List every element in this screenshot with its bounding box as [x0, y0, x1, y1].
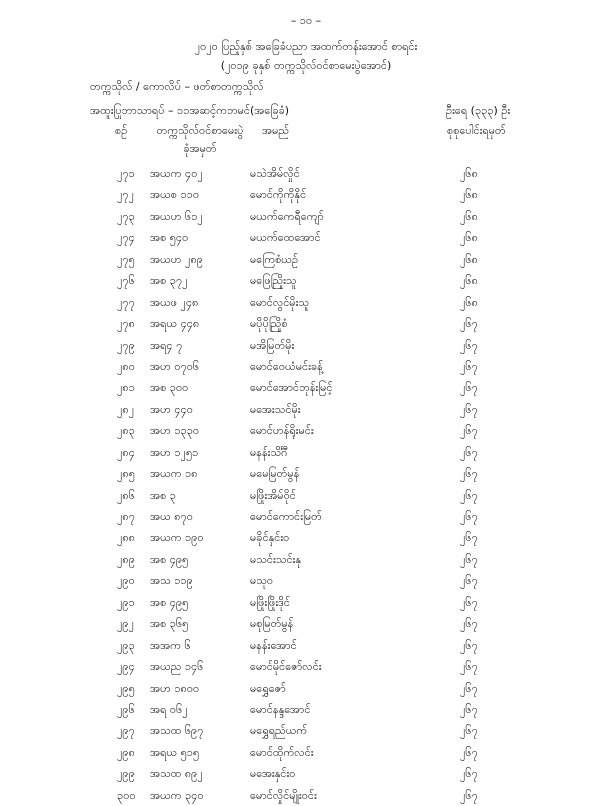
student-name: မယက်ကေရီကျော်: [250, 209, 324, 223]
total-count-label: ဦးရေ (၃၃၃) ဦး: [446, 104, 511, 117]
roll-number: အဟ ၄၄၀: [150, 402, 193, 416]
header-roll-2: ခုံအမှတ်: [183, 142, 217, 155]
table-row: [0, 227, 612, 248]
row-number: ၂၈၉: [117, 552, 135, 566]
row-number: ၂၉၂: [117, 617, 134, 631]
student-name: မနန်းသိင်္ဂီ: [250, 445, 289, 459]
student-name: မခိုင်နှင်း၀: [250, 531, 290, 545]
roll-number: အစ ၃: [150, 488, 176, 502]
roll-number: အအက ၆: [150, 638, 191, 652]
student-name: မဖြိုးဖြိုးဒိုင်: [250, 595, 290, 609]
table-row: [0, 656, 612, 677]
header-total: စုစုပေါင်းရမှတ်: [447, 124, 506, 137]
student-name: မောင်အောင်ဘုန်းမြင့်: [250, 381, 333, 395]
roll-number: အယ ၈၇၀: [150, 510, 193, 523]
table-row: [0, 163, 612, 184]
row-number: ၂၈၅: [117, 467, 135, 481]
row-number: ၃၀၀: [117, 788, 136, 802]
table-row: [0, 249, 612, 270]
table-row: [0, 485, 612, 506]
student-name: မအေးနှင်း၀: [250, 767, 296, 781]
student-name: မကြေစံယဉ်: [250, 252, 299, 266]
roll-number: အယစ ၁၁၀: [150, 188, 200, 202]
row-number: ၂၇၅: [117, 252, 135, 266]
roll-number: အယဖ ၂၄၈: [150, 295, 199, 309]
total-score: ၂၆၇: [460, 531, 478, 545]
row-number: ၂၉၁: [117, 595, 135, 609]
table-row: [0, 592, 612, 613]
row-number: ၂၇၁: [117, 167, 135, 180]
total-score: ၂၆၇: [460, 467, 478, 481]
student-name: မသု၀: [250, 574, 274, 588]
row-number: ၂၉၄: [117, 660, 135, 674]
roll-number: အယဟ ၆၁၂: [150, 209, 203, 223]
student-name: မောင်ဟန်ရိုးမင်း: [250, 424, 314, 438]
total-score: ၂၆၇: [460, 638, 478, 652]
row-number: ၂၉၃: [117, 638, 135, 652]
student-name: မောင်ကောင်းမြတ်: [250, 510, 322, 523]
roll-number: အယည ၁၄၆: [150, 660, 204, 674]
total-score: ၂၆၇: [460, 445, 478, 459]
row-number: ၂၈၀: [117, 359, 135, 373]
row-number: ၂၉၆: [117, 702, 135, 716]
student-name: မသဲအိမ်လှိုင်: [250, 167, 300, 180]
total-score: ၂၆၈: [460, 209, 478, 223]
roll-number: အရ ၀၆၂: [150, 702, 188, 716]
student-name: မောင်ထိုက်လင်း: [250, 745, 314, 759]
total-score: ၂၆၈: [460, 252, 478, 266]
table-row: [0, 442, 612, 463]
total-score: ၂၆၇: [460, 338, 478, 352]
roll-number: အသ ၁၁၉: [150, 574, 193, 588]
roll-number: အစ ၄၉၅: [150, 552, 189, 566]
table-row: [0, 785, 612, 806]
table-row: [0, 699, 612, 720]
roll-number: အစ ၃၇၂: [150, 274, 188, 288]
total-score: ၂၆၇: [460, 617, 478, 631]
student-name: မောင်ဝေယံမင်းခန့်: [250, 359, 323, 373]
student-name: မရွှေဇော်: [250, 681, 286, 695]
table-row: [0, 399, 612, 420]
student-name: မအိမြတ်မိုး: [250, 338, 295, 352]
row-number: ၂၉၇: [117, 724, 135, 738]
page-number: – ၁၀ –: [290, 14, 322, 27]
total-score: ၂၆၇: [460, 424, 478, 438]
table-row: [0, 763, 612, 784]
total-score: ၂၆၇: [460, 510, 478, 523]
total-score: ၂၆၇: [460, 574, 478, 588]
table-row: [0, 270, 612, 291]
row-number: ၂၈၂: [117, 402, 135, 416]
student-name: မောင်လှိုင်မျိုးဝင်း: [250, 788, 317, 802]
table-row: [0, 356, 612, 377]
table-row: [0, 527, 612, 548]
row-number: ၂၇၂: [117, 188, 134, 202]
roll-number: အဟ ၁၃၃၀: [150, 424, 200, 438]
total-score: ၂၆၇: [460, 595, 478, 609]
row-number: ၂၇၄: [117, 231, 135, 245]
roll-number: အစ ၃၀၀: [150, 381, 189, 395]
roll-number: အဟ ၁၂၅၁: [150, 445, 199, 459]
student-name: မောင်ကိုကိုနိုင်: [250, 188, 307, 202]
row-number: ၂၇၉: [117, 338, 135, 352]
header-no: စဉ်: [115, 124, 128, 137]
row-number: ၂၉၀: [117, 574, 135, 588]
row-number: ၂၉၉: [117, 767, 135, 781]
document-title: ၂၀၂၀ ပြည့်နှစ် အခြေခံပညာ အထက်တန်းအောင် စာရင်း: [194, 40, 418, 53]
total-score: ၂၆၇: [460, 552, 478, 566]
row-number: ၂၈၄: [117, 445, 135, 459]
table-row: [0, 742, 612, 763]
roll-number: အစ ၄၉၅: [150, 595, 189, 609]
student-name: မပိုပိုညြိုစံ: [250, 317, 288, 331]
row-number: ၂၈၃: [117, 424, 135, 438]
student-name: မမေမြတ်မွန်: [250, 467, 300, 481]
table-row: [0, 613, 612, 634]
row-number: ၂၇၈: [117, 317, 135, 331]
table-row: [0, 570, 612, 591]
total-score: ၂၆၇: [460, 745, 478, 759]
total-score: ၂၆၇: [460, 660, 478, 674]
total-score: ၂၆၈: [460, 295, 478, 309]
table-row: [0, 184, 612, 205]
row-number: ၂၉၈: [117, 745, 135, 759]
subject-line: တက္ကသိုလ် / ကောလိပ် – ဖတ်စာတက္ကသိုလ်: [90, 80, 264, 93]
student-name: မသင်းသင်းနု: [250, 552, 302, 566]
roll-number: အစ ၅၄၀: [150, 231, 189, 245]
roll-number: အဟ ၀၇၀၆: [150, 359, 200, 373]
header-roll: တက္ကသိုလ်ဝင်စာမေးပွဲ: [156, 124, 244, 137]
roll-number: အဟ ၁၈၀၀: [150, 681, 200, 695]
total-score: ၂၆၇: [460, 724, 478, 738]
table-row: [0, 313, 612, 334]
roll-number: အရ၄ ၇: [150, 338, 183, 352]
table-row: [0, 377, 612, 398]
table-row: [0, 335, 612, 356]
roll-number: အယက ၄၀၂: [150, 167, 203, 180]
table-row: [0, 420, 612, 441]
total-score: ၂၆၇: [460, 359, 478, 373]
roll-number: အရယ ၅၁၅: [150, 745, 200, 759]
document-subtitle: (၂၀၁၉ ခုနှစ် တက္ကသိုလ်ဝင်စာမေးပွဲအောင်): [220, 59, 392, 72]
roll-number: အစ ၃၆၅: [150, 617, 189, 631]
table-row: [0, 635, 612, 656]
roll-number: အယက ၁၉၀: [150, 531, 204, 545]
header-name: အမည်: [262, 124, 290, 137]
table-row: [0, 506, 612, 527]
student-name: မရွှေရည်ယက်: [250, 724, 308, 738]
roll-number: အယဟ ၂၈၉: [150, 252, 203, 266]
total-score: ၂၆၇: [460, 317, 478, 331]
row-number: ၂၇၇: [117, 295, 135, 309]
student-name: မနန်းအောင်: [250, 638, 297, 652]
total-score: ၂၆၇: [460, 767, 478, 781]
total-score: ၂၆၇: [460, 788, 478, 802]
row-number: ၂၇၃: [117, 209, 135, 223]
table-row: [0, 206, 612, 227]
row-number: ၂၈၁: [117, 381, 135, 395]
total-score: ၂၆၈: [460, 274, 478, 288]
row-number: ၂၉၅: [117, 681, 135, 695]
total-score: ၂၆၈: [460, 167, 478, 180]
roll-number: အသထ ၈၉၂: [150, 767, 203, 781]
roll-number: အယက ၁၈: [150, 467, 198, 481]
student-name: မောင်လွင်မိုးသူ: [250, 295, 310, 309]
total-score: ၂၆၈: [460, 231, 478, 245]
table-row: [0, 292, 612, 313]
roll-number: အရယ ၄၄၈: [150, 317, 200, 331]
table-row: [0, 678, 612, 699]
total-score: ၂၆၇: [460, 402, 478, 416]
major-line: အထူးပြုဘာသာရပ် – ၁၁အဆင့်ကဘမင်(အခြေခံ): [90, 104, 290, 117]
student-name: မယက်ထေအောင်: [250, 231, 321, 245]
roll-number: အယက ၃၄၀: [150, 788, 204, 802]
total-score: ၂၆၇: [460, 488, 478, 502]
row-number: ၂၇၆: [117, 274, 135, 288]
student-name: မစုမြတ်မွန်: [250, 617, 294, 631]
table-row: [0, 720, 612, 741]
student-name: မဖြေညြိုးသူ: [250, 274, 297, 288]
roll-number: အသထ ၆၉၇: [150, 724, 204, 738]
student-name: မောင်နန္ဒအောင်: [250, 702, 311, 716]
table-row: [0, 463, 612, 484]
table-row: [0, 549, 612, 570]
total-score: ၂၆၇: [460, 681, 478, 695]
row-number: ၂၈၈: [117, 531, 135, 545]
student-name: မဖြိုးအိမ်ဝိုင်: [250, 488, 296, 502]
row-number: ၂၈၇: [117, 510, 135, 523]
results-table: [0, 163, 612, 806]
total-score: ၂၆၇: [460, 381, 478, 395]
total-score: ၂၆၈: [460, 188, 478, 202]
student-name: မအေးသင်မိုး: [250, 402, 301, 416]
student-name: မောင်မိုင်ဇော်လင်း: [250, 660, 322, 674]
row-number: ၂၈၆: [117, 488, 135, 502]
total-score: ၂၆၇: [460, 702, 478, 716]
